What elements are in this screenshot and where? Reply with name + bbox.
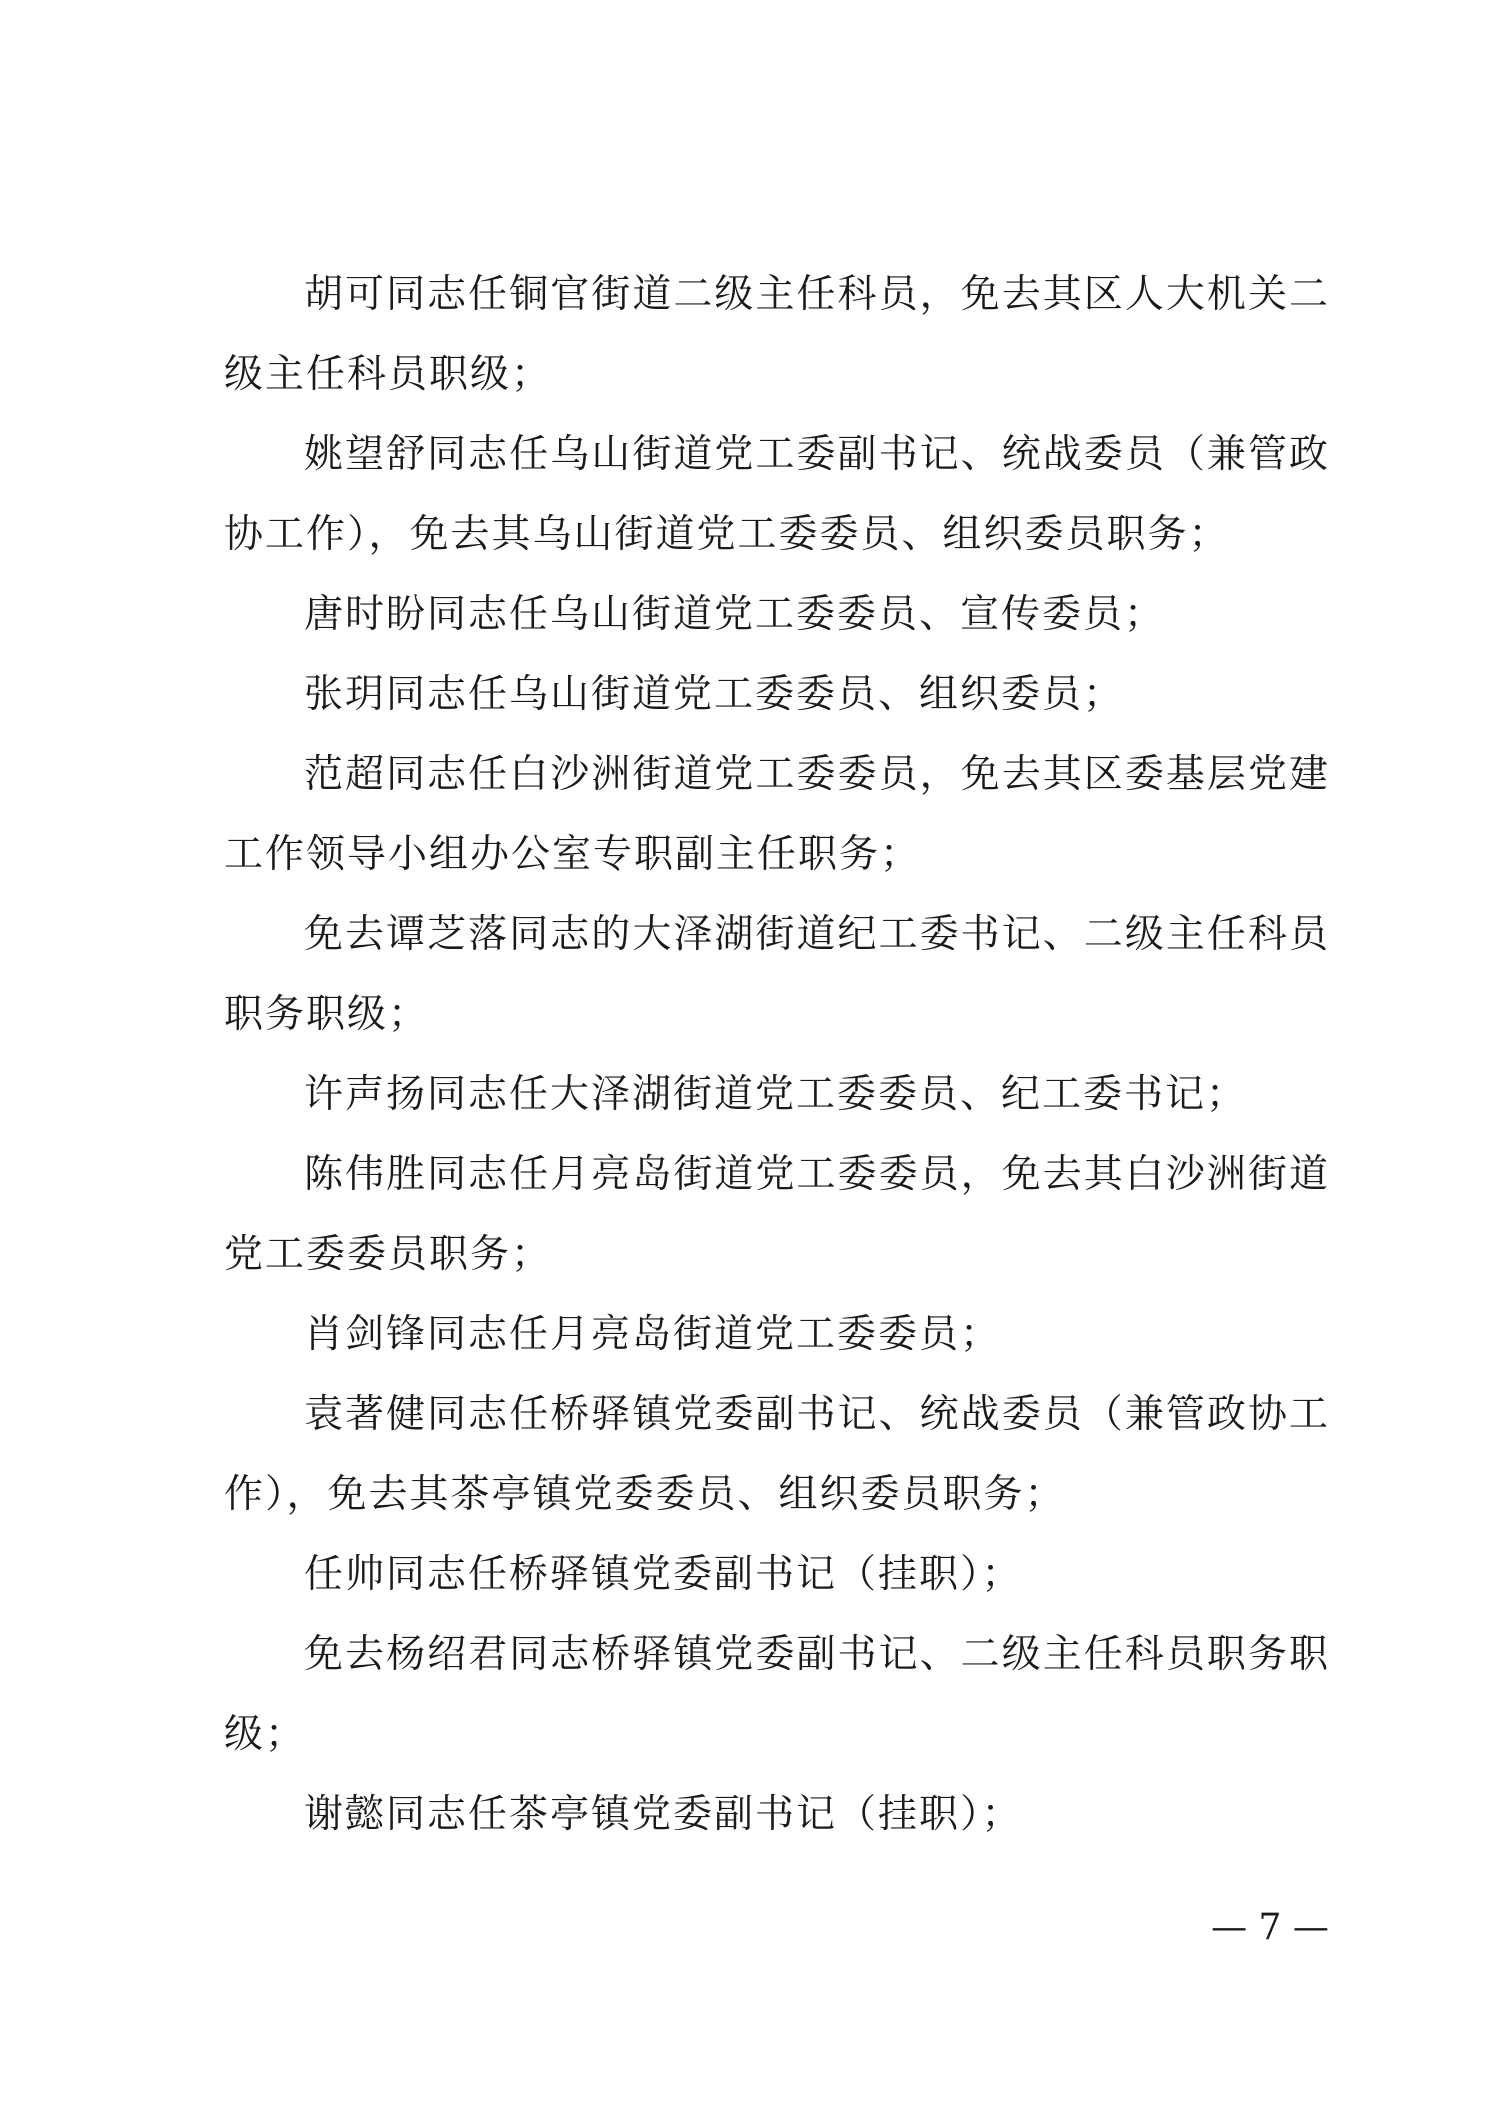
paragraph-appointment: 范超同志任白沙洲街道党工委委员，免去其区委基层党建工作领导小组办公室专职副主任职务；	[224, 752, 1330, 877]
paragraph-appointment: 任帅同志任桥驿镇党委副书记（挂职）；	[304, 1552, 1023, 1597]
paragraph-appointment: 袁著健同志任桥驿镇党委副书记、统战委员（兼管政协工作），免去其茶亭镇党委委员、组织委员职务；	[224, 1392, 1330, 1517]
paragraph-appointment: 张玥同志任乌山街道党工委委员、组织委员；	[304, 672, 1125, 717]
paragraph-dismissal: 免去谭芝落同志的大泽湖街道纪工委书记、二级主任科员职务职级；	[224, 912, 1330, 1037]
paragraph-appointment: 许声扬同志任大泽湖街道党工委委员、纪工委书记；	[304, 1072, 1248, 1117]
paragraph-appointment: 唐时盼同志任乌山街道党工委委员、宣传委员；	[304, 592, 1166, 637]
paragraph-appointment: 胡可同志任铜官街道二级主任科员，免去其区人大机关二级主任科员职级；	[224, 272, 1330, 397]
paragraph-appointment: 肖剑锋同志任月亮岛街道党工委委员；	[304, 1312, 1002, 1357]
body-text	[224, 255, 1330, 1855]
paragraph-dismissal: 免去杨绍君同志桥驿镇党委副书记、二级主任科员职务职级；	[224, 1632, 1330, 1757]
paragraph-appointment: 姚望舒同志任乌山街道党工委副书记、统战委员（兼管政协工作），免去其乌山街道党工委委员、组织委员职务；	[224, 432, 1330, 557]
paragraph-appointment: 陈伟胜同志任月亮岛街道党工委委员，免去其白沙洲街道党工委委员职务；	[224, 1152, 1330, 1277]
page-number: — 7 —	[1211, 1907, 1329, 1948]
paragraph-appointment: 谢懿同志任茶亭镇党委副书记（挂职）；	[304, 1792, 1023, 1837]
